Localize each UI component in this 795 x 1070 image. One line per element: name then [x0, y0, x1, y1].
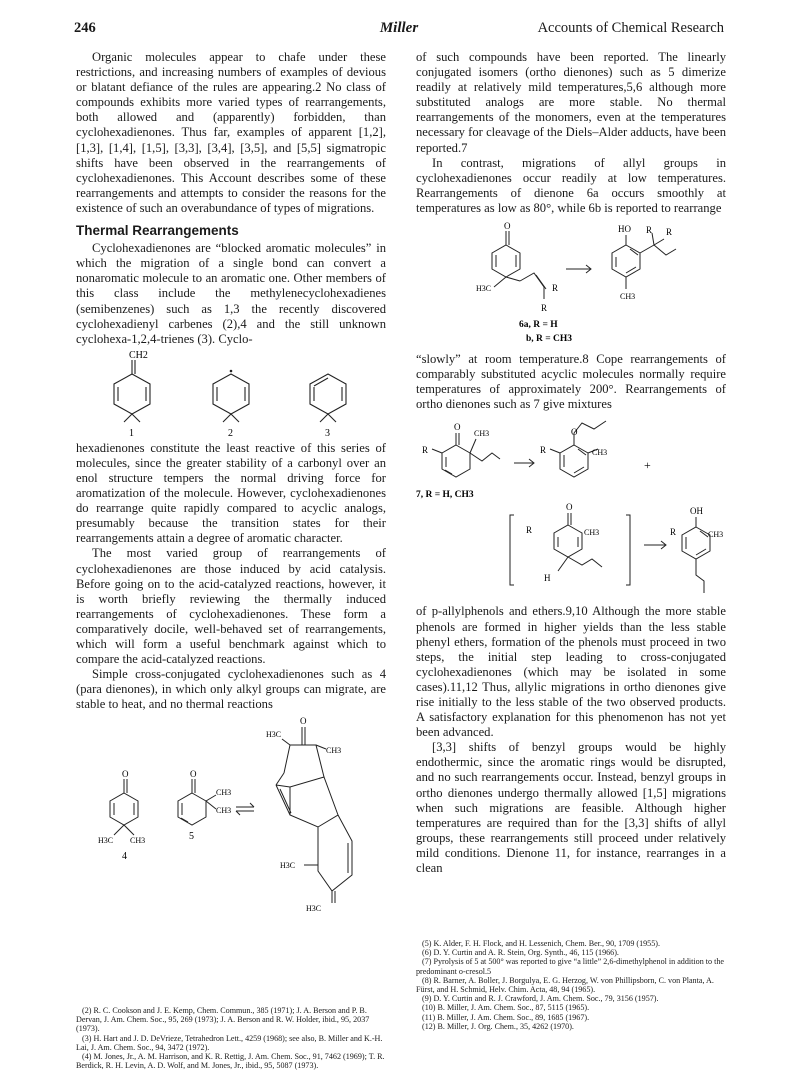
structures-4-5-dimer [76, 715, 386, 915]
compound-number: 2 [228, 427, 233, 438]
oxygen-label: O [571, 427, 578, 438]
oxygen-label: O [190, 769, 197, 780]
r-label: R [540, 445, 547, 456]
footnote: (9) D. Y. Curtin and R. J. Crawford, J. Am. Chem. Soc., 79, 3156 (1957). [422, 994, 659, 1004]
methyl-label: H3C [266, 730, 282, 740]
footnote: (8) R. Barner, A. Boller, J. Borgulya, E. G. Herzog, W. von Phillipsborn, C. von Planta, A. Fürst, and H. Schmid, Helv. Chim. Acta, 48, 94 (1965). [416, 975, 714, 995]
methyl-label: H3C [98, 836, 114, 846]
oxygen-label: O [454, 422, 461, 433]
footnote: (2) R. C. Cookson and J. E. Kemp, Chem. Commun., 385 (1971); J. A. Berson and P. B. Dervan, J. Am. Chem. Soc., 95, 269 (1973); J. A. Berson and R. W. Holder, ibid., 95, 2037 (1973). [76, 1006, 370, 1034]
paragraph: hexadienones constitute the least reactive of this series of molecules, since the greater stability of a carbonyl over an enol structure tempers the normal driving force for aromatization of the molecule. However, cyclohexadienones do rearrange quite rapidly compared to acyclic analogs, presumably because the transition states for their rearrangements attain a degree of aromatic character. [76, 440, 386, 546]
footnote: (12) B. Miller, J. Org. Chem., 35, 4262 (1970). [422, 1021, 574, 1031]
page-number: 246 [74, 20, 96, 36]
compound-number: 3 [325, 427, 330, 438]
paragraph: Simple cross-conjugated cyclohexadienones such as 4 (para dienones), in which only alkyl groups can migrate, are stable to heat, and no thermal reactions [76, 667, 386, 712]
methyl-label: H3C [280, 861, 296, 871]
footnote: (3) H. Hart and J. D. DeVrieze, Tetrahedron Lett., 4259 (1968); see also, B. Miller and K.-H. Lai, J. Am. Chem. Soc., 94, 3472 (1972). [76, 1033, 383, 1052]
methyl-label: CH3 [326, 746, 342, 756]
footnote: (11) B. Miller, J. Am. Chem. Soc., 89, 1685 (1967). [422, 1012, 590, 1022]
ch2-label: CH2 [129, 349, 148, 361]
oxygen-label: O [566, 502, 573, 513]
right-column [416, 50, 726, 876]
h-label: H [544, 573, 551, 584]
r-label: R [666, 227, 673, 238]
methyl-label: CH3 [708, 530, 724, 540]
compound-number: 1 [129, 427, 134, 438]
footnotes-right [416, 939, 726, 1031]
structures-1-2-3 [76, 350, 386, 438]
scheme-7 [416, 415, 726, 601]
scheme-6 [416, 219, 726, 349]
footnote: (5) K. Alder, F. H. Flock, and H. Lessenich, Chem. Ber., 90, 1709 (1955). [422, 939, 660, 948]
r-label: R [646, 225, 653, 236]
r-label: R [670, 527, 677, 538]
journal-title: Accounts of Chemical Research [537, 20, 724, 36]
footnote: (4) M. Jones, Jr., A. M. Harrison, and K. R. Rettig, J. Am. Chem. Soc., 91, 7462 (1969); T. R. Berdick, R. H. Levin, A. D. Wolf, and M. Jones, Jr., ibid., 95, 5087 (1973). [76, 1052, 385, 1070]
paragraph: In contrast, migrations of allyl groups in cyclohexadienones occur readily at low temperatures. Rearrangements of dienone 6a occurs smoothly at temperatures as low as 80°, while 6b is reported to rearrange [416, 155, 726, 215]
paragraph: Organic molecules appear to chafe under these restrictions, and increasing numbers of examples of devious or blatant defiance of the rules are appearing.2 No class of compounds exhibits more varied types of rearrangements, both allowed and (apparently) forbidden, than cyclohexadienones. Thus far, examples of apparent [1,2], [1,3], [1,4], [1,5], [3,3], [3,4], [3,5], and [5,5] sigmatropic shifts have been observed in the rearrangements of cyclohexadienones. This Account describes some of these rearrangements and attempts to consider the reasons for the existence of such an overabundance of types of migrations. [76, 50, 386, 215]
methyl-label: CH3 [620, 292, 636, 302]
r-label: R [552, 283, 559, 294]
compound-caption: 7, R = H, CH3 [416, 490, 474, 501]
compound-caption: b, R = CH3 [526, 334, 573, 345]
methyl-label: CH3 [592, 448, 608, 458]
footnote: (10) B. Miller, J. Am. Chem. Soc., 87, 5115 (1965). [422, 1003, 590, 1013]
paragraph: of such compounds have been reported. The linearly conjugated isomers (ortho dienones) such as 5 dimerize readily at relatively mild temperatures,5,6 although more substituted analogs are more stable. No thermal rearrangements of the monomers, even at the temperatures necessary for cleavage of the Diels–Alder adducts, have been reported.7 [416, 50, 726, 155]
oxygen-label: O [504, 221, 511, 232]
paragraph: “slowly” at room temperature.8 Cope rearrangements of comparably substituted acyclic molecules normally require temperatures of approximately 200°. Rearrangements of ortho dienones such as 7 give mixtures [416, 352, 726, 412]
footnote: (6) D. Y. Curtin and A. R. Stein, Org. Synth., 46, 115 (1966). [422, 948, 619, 958]
hydroxyl-label: HO [618, 224, 631, 235]
methyl-label: CH3 [474, 429, 490, 439]
footnotes-left [76, 1006, 386, 1070]
methyl-label: CH3 [130, 836, 146, 846]
r-label: R [422, 445, 429, 456]
methyl-label: CH3 [216, 806, 232, 816]
methyl-label: H3C [306, 904, 322, 914]
compound-caption: 6a, R = H [519, 320, 558, 331]
compound-number: 4 [122, 851, 127, 863]
oxygen-label: O [122, 769, 129, 780]
plus-sign: + [644, 458, 651, 473]
footnote: (7) Pyrolysis of 5 at 500° was reported to give “a little” 2,6-dimethylphenol in addition to the predominant o-cresol.5 [416, 957, 724, 976]
paragraph: of p-allylphenols and ethers.9,10 Although the more stable phenols are formed in higher yields than the less stable phenyl ethers, formation of the phenols must proceed in two steps, the initial step leading to cross-conjugated cyclohexadienones (which may be isolated in some cases).11,12 Thus, allylic migrations in ortho dienones give rise initially to the less stable of the two observed products. A satisfactory explanation for this phenomenon has not yet been advanced. [416, 604, 726, 740]
compound-number: 5 [189, 831, 194, 843]
carbene-dot-icon [230, 369, 233, 372]
paragraph: Cyclohexadienones are “blocked aromatic molecules” in which the migration of a single bond can convert a nonaromatic molecule to an aromatic one. Other members of this class include the methylenecyclohexadienes (semibenzenes) such as 1,3 the recently discovered cyclohexadienyl carbenes (2),4 and the still unknown cyclohexa-1,2,4-trienes (3). Cyclo- [76, 241, 386, 346]
hydroxyl-label: OH [690, 506, 703, 517]
methyl-label: H3C [476, 284, 492, 294]
section-heading: Thermal Rearrangements [76, 223, 239, 239]
paragraph: [3,3] shifts of benzyl groups would be highly endothermic, since the aromatic rings would be disrupted, and no such rearrangements occur. Instead, benzyl groups in ortho dienones undergo thermally allowed [1,5] migrations when such migrations are feasible. Although higher temperatures are required than for the [3,3] shifts of allyl groups, these rearrangements still proceed under relatively mild conditions. Dienone 11, for instance, rearranges in a clean [416, 740, 726, 875]
oxygen-label: O [300, 716, 307, 727]
paragraph: The most varied group of rearrangements of cyclohexadienones are those induced by acid catalysis. Before going on to the acid-catalyzed reactions, however, it is worth briefly reviewing the thermally induced rearrangements of cyclohexadienones. These form a comparatively docile, well-behaved set of rearrangements, which will form a useful benchmark against which to compare the acid-catalyzed reactions. [76, 546, 386, 667]
r-label: R [541, 303, 548, 314]
methyl-label: CH3 [216, 788, 232, 798]
page-header [74, 20, 724, 42]
running-author: Miller [379, 20, 419, 36]
left-column [76, 50, 386, 918]
r-label: R [526, 525, 533, 536]
methyl-label: CH3 [584, 528, 600, 538]
